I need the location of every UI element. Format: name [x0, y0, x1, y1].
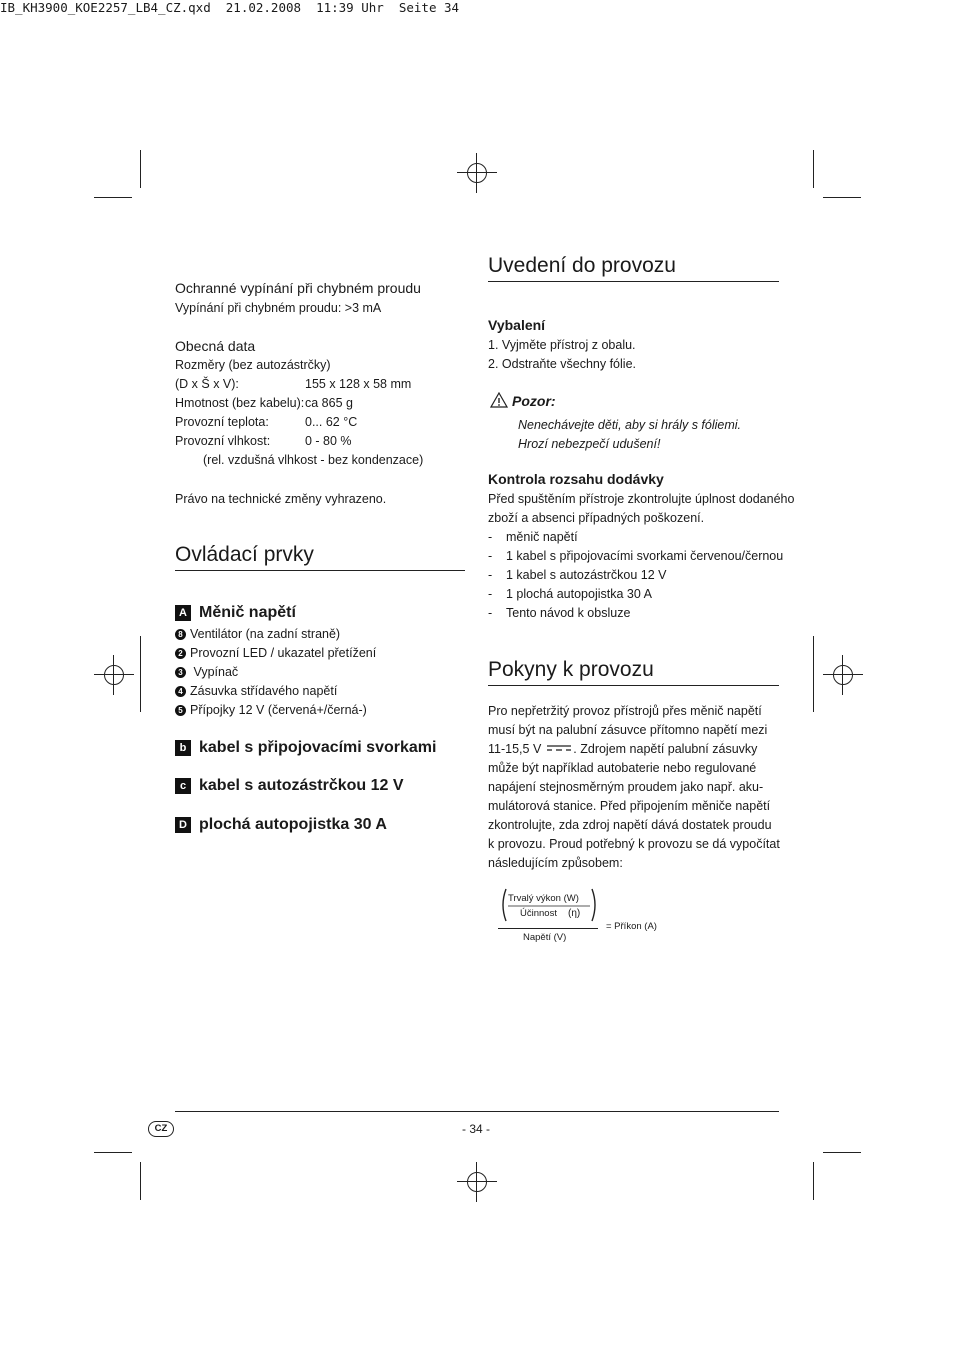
section-b-heading: [175, 739, 436, 757]
title-rule: [488, 685, 779, 686]
crop-mark: [94, 197, 132, 198]
spec-value: 155 x 128 x 58 mm: [305, 377, 412, 391]
spec-value: ca 865 g: [305, 396, 353, 410]
crop-mark: [140, 636, 141, 712]
item-text: Vypínač: [190, 665, 239, 679]
operation-text-line: následujícím způsobem:: [488, 856, 623, 870]
power-formula: [498, 886, 668, 946]
list-item: [175, 646, 376, 660]
delivery-item: - Tento návod k obsluze: [488, 606, 631, 620]
delivery-intro: zboží a absenci případných poškození.: [488, 511, 705, 525]
list-item: [175, 665, 238, 679]
item-text: Zásuvka střídavého napětí: [190, 684, 338, 698]
spec-value: 0 - 80 %: [305, 434, 352, 448]
formula-result: = Příkon (A): [606, 921, 657, 932]
rights-note: Právo na technické změny vyhrazeno.: [175, 492, 387, 506]
caution-line: Nenechávejte děti, aby si hrály s fóliemi.: [518, 418, 742, 432]
delivery-item-text: 1 kabel s připojovacími svorkami červenou/černou: [506, 549, 784, 563]
list-item: [175, 627, 340, 641]
section-label-box: A: [175, 605, 191, 621]
spec-value: 0... 62 °C: [305, 415, 358, 429]
crop-mark: [140, 1162, 141, 1200]
operation-text-line: napájení stejnosměrným proudem jako např. aku-: [488, 780, 764, 794]
item-number-badge: 2: [175, 648, 186, 659]
delivery-heading: Kontrola rozsahu dodávky: [488, 471, 664, 487]
section-c-title: kabel s autozástrčkou 12 V: [199, 777, 404, 794]
caution-line: Hrozí nebezpečí udušení!: [518, 437, 661, 451]
controls-title: Ovládací prvky: [175, 543, 314, 566]
start-title: Uvedení do provozu: [488, 254, 676, 277]
formula-eta: (η): [568, 908, 581, 919]
operation-text-line: musí být na palubní zásuvce přítomno napětí mezi: [488, 723, 768, 737]
item-number-badge: 4: [175, 686, 186, 697]
section-d-title: plochá autopojistka 30 A: [199, 816, 387, 833]
delivery-item: - 1 kabel s připojovacími svorkami červenou/černou: [488, 549, 784, 563]
operation-text-line: [488, 742, 757, 756]
voltage-range: 11-15,5 V: [488, 742, 542, 756]
formula-brackets: [498, 886, 608, 926]
crop-mark: [140, 150, 141, 188]
section-c-heading: [175, 777, 404, 795]
delivery-item-text: Tento návod k obsluze: [506, 606, 631, 620]
caution-heading: [490, 392, 556, 409]
item-text: Ventilátor (na zadní straně): [190, 627, 341, 641]
list-item: [175, 703, 367, 717]
unpack-heading: Vybalení: [488, 317, 546, 333]
formula-numerator: Trvalý výkon (W): [508, 893, 579, 904]
operation-text-line: může být například autobaterie nebo regulované: [488, 761, 757, 775]
section-a-heading: [175, 604, 296, 622]
item-text: Provozní LED / ukazatel přetížení: [190, 646, 377, 660]
delivery-item-text: 1 plochá autopojistka 30 A: [506, 587, 652, 601]
item-number-badge: 8: [175, 629, 186, 640]
spec-label: (D x Š x V):: [175, 377, 239, 391]
operation-text: . Zdrojem napětí palubní zásuvky: [573, 742, 758, 756]
protection-text: Vypínání při chybném proudu: >3 mA: [175, 301, 382, 315]
page-number: - 34 -: [462, 1122, 491, 1136]
humidity-note: (rel. vzdušná vlhkost - bez kondenzace): [203, 453, 424, 467]
section-label-box: c: [175, 778, 191, 794]
item-text: Přípojky 12 V (červená+/černá-): [190, 703, 367, 717]
crop-mark: [823, 197, 861, 198]
item-number-badge: 5: [175, 705, 186, 716]
spec-label: Provozní teplota:: [175, 415, 269, 429]
registration-mark: [457, 153, 497, 193]
delivery-item: - 1 plochá autopojistka 30 A: [488, 587, 652, 601]
general-data-heading: Obecná data: [175, 338, 256, 354]
dc-symbol-icon: [545, 743, 573, 753]
crop-mark: [813, 636, 814, 712]
delivery-item: - 1 kabel s autozástrčkou 12 V: [488, 568, 667, 582]
warning-icon: [490, 392, 508, 408]
delivery-item-text: měnič napětí: [506, 530, 578, 544]
section-label-box: D: [175, 817, 191, 833]
registration-mark: [823, 655, 863, 695]
title-rule: [175, 570, 465, 571]
unpack-step: 2. Odstraňte všechny fólie.: [488, 357, 636, 371]
section-d-heading: [175, 816, 387, 834]
delivery-intro: Před spuštěním přístroje zkontrolujte úplnost dodaného: [488, 492, 795, 506]
formula-fraction-bar: [498, 928, 598, 929]
formula-denominator: Napětí (V): [523, 932, 567, 943]
section-b-title: kabel s připojovacími svorkami: [199, 739, 437, 756]
spec-label: Hmotnost (bez kabelu):: [175, 396, 305, 410]
crop-mark: [813, 150, 814, 188]
operation-text-line: mulátorová stanice. Před připojením měniče napětí: [488, 799, 771, 813]
crop-mark: [813, 1162, 814, 1200]
operation-text-line: zkontrolujte, zda zdroj napětí dává dostatek proudu: [488, 818, 772, 832]
section-label-box: b: [175, 740, 191, 756]
registration-mark: [94, 655, 134, 695]
operation-title: Pokyny k provozu: [488, 658, 654, 681]
caution-label: Pozor:: [512, 393, 556, 409]
country-badge: CZ: [148, 1121, 174, 1137]
delivery-item-text: 1 kabel s autozástrčkou 12 V: [506, 568, 667, 582]
operation-text-line: k provozu. Proud potřebný k provozu se dá vypočítat: [488, 837, 780, 851]
list-item: [175, 684, 337, 698]
operation-text-line: Pro nepřetržitý provoz přístrojů přes měnič napětí: [488, 704, 762, 718]
spec-label: Rozměry (bez autozástrčky): [175, 358, 331, 372]
title-rule: [488, 281, 779, 282]
delivery-item: - měnič napětí: [488, 530, 578, 544]
crop-mark: [823, 1152, 861, 1153]
item-number-badge: 3: [175, 667, 186, 678]
protection-heading: Ochranné vypínání při chybném proudu: [175, 280, 421, 296]
registration-mark: [457, 1162, 497, 1202]
crop-mark: [94, 1152, 132, 1153]
spec-label: Provozní vlhkost:: [175, 434, 271, 448]
formula-efficiency: Účinnost: [520, 908, 557, 919]
unpack-step: 1. Vyjměte přístroj z obalu.: [488, 338, 636, 352]
print-slug: IB_KH3900_KOE2257_LB4_CZ.qxd 21.02.2008 11:39 Uhr Seite 34: [0, 0, 460, 15]
footer-rule: [175, 1111, 779, 1112]
section-a-title: Měnič napětí: [199, 604, 296, 621]
